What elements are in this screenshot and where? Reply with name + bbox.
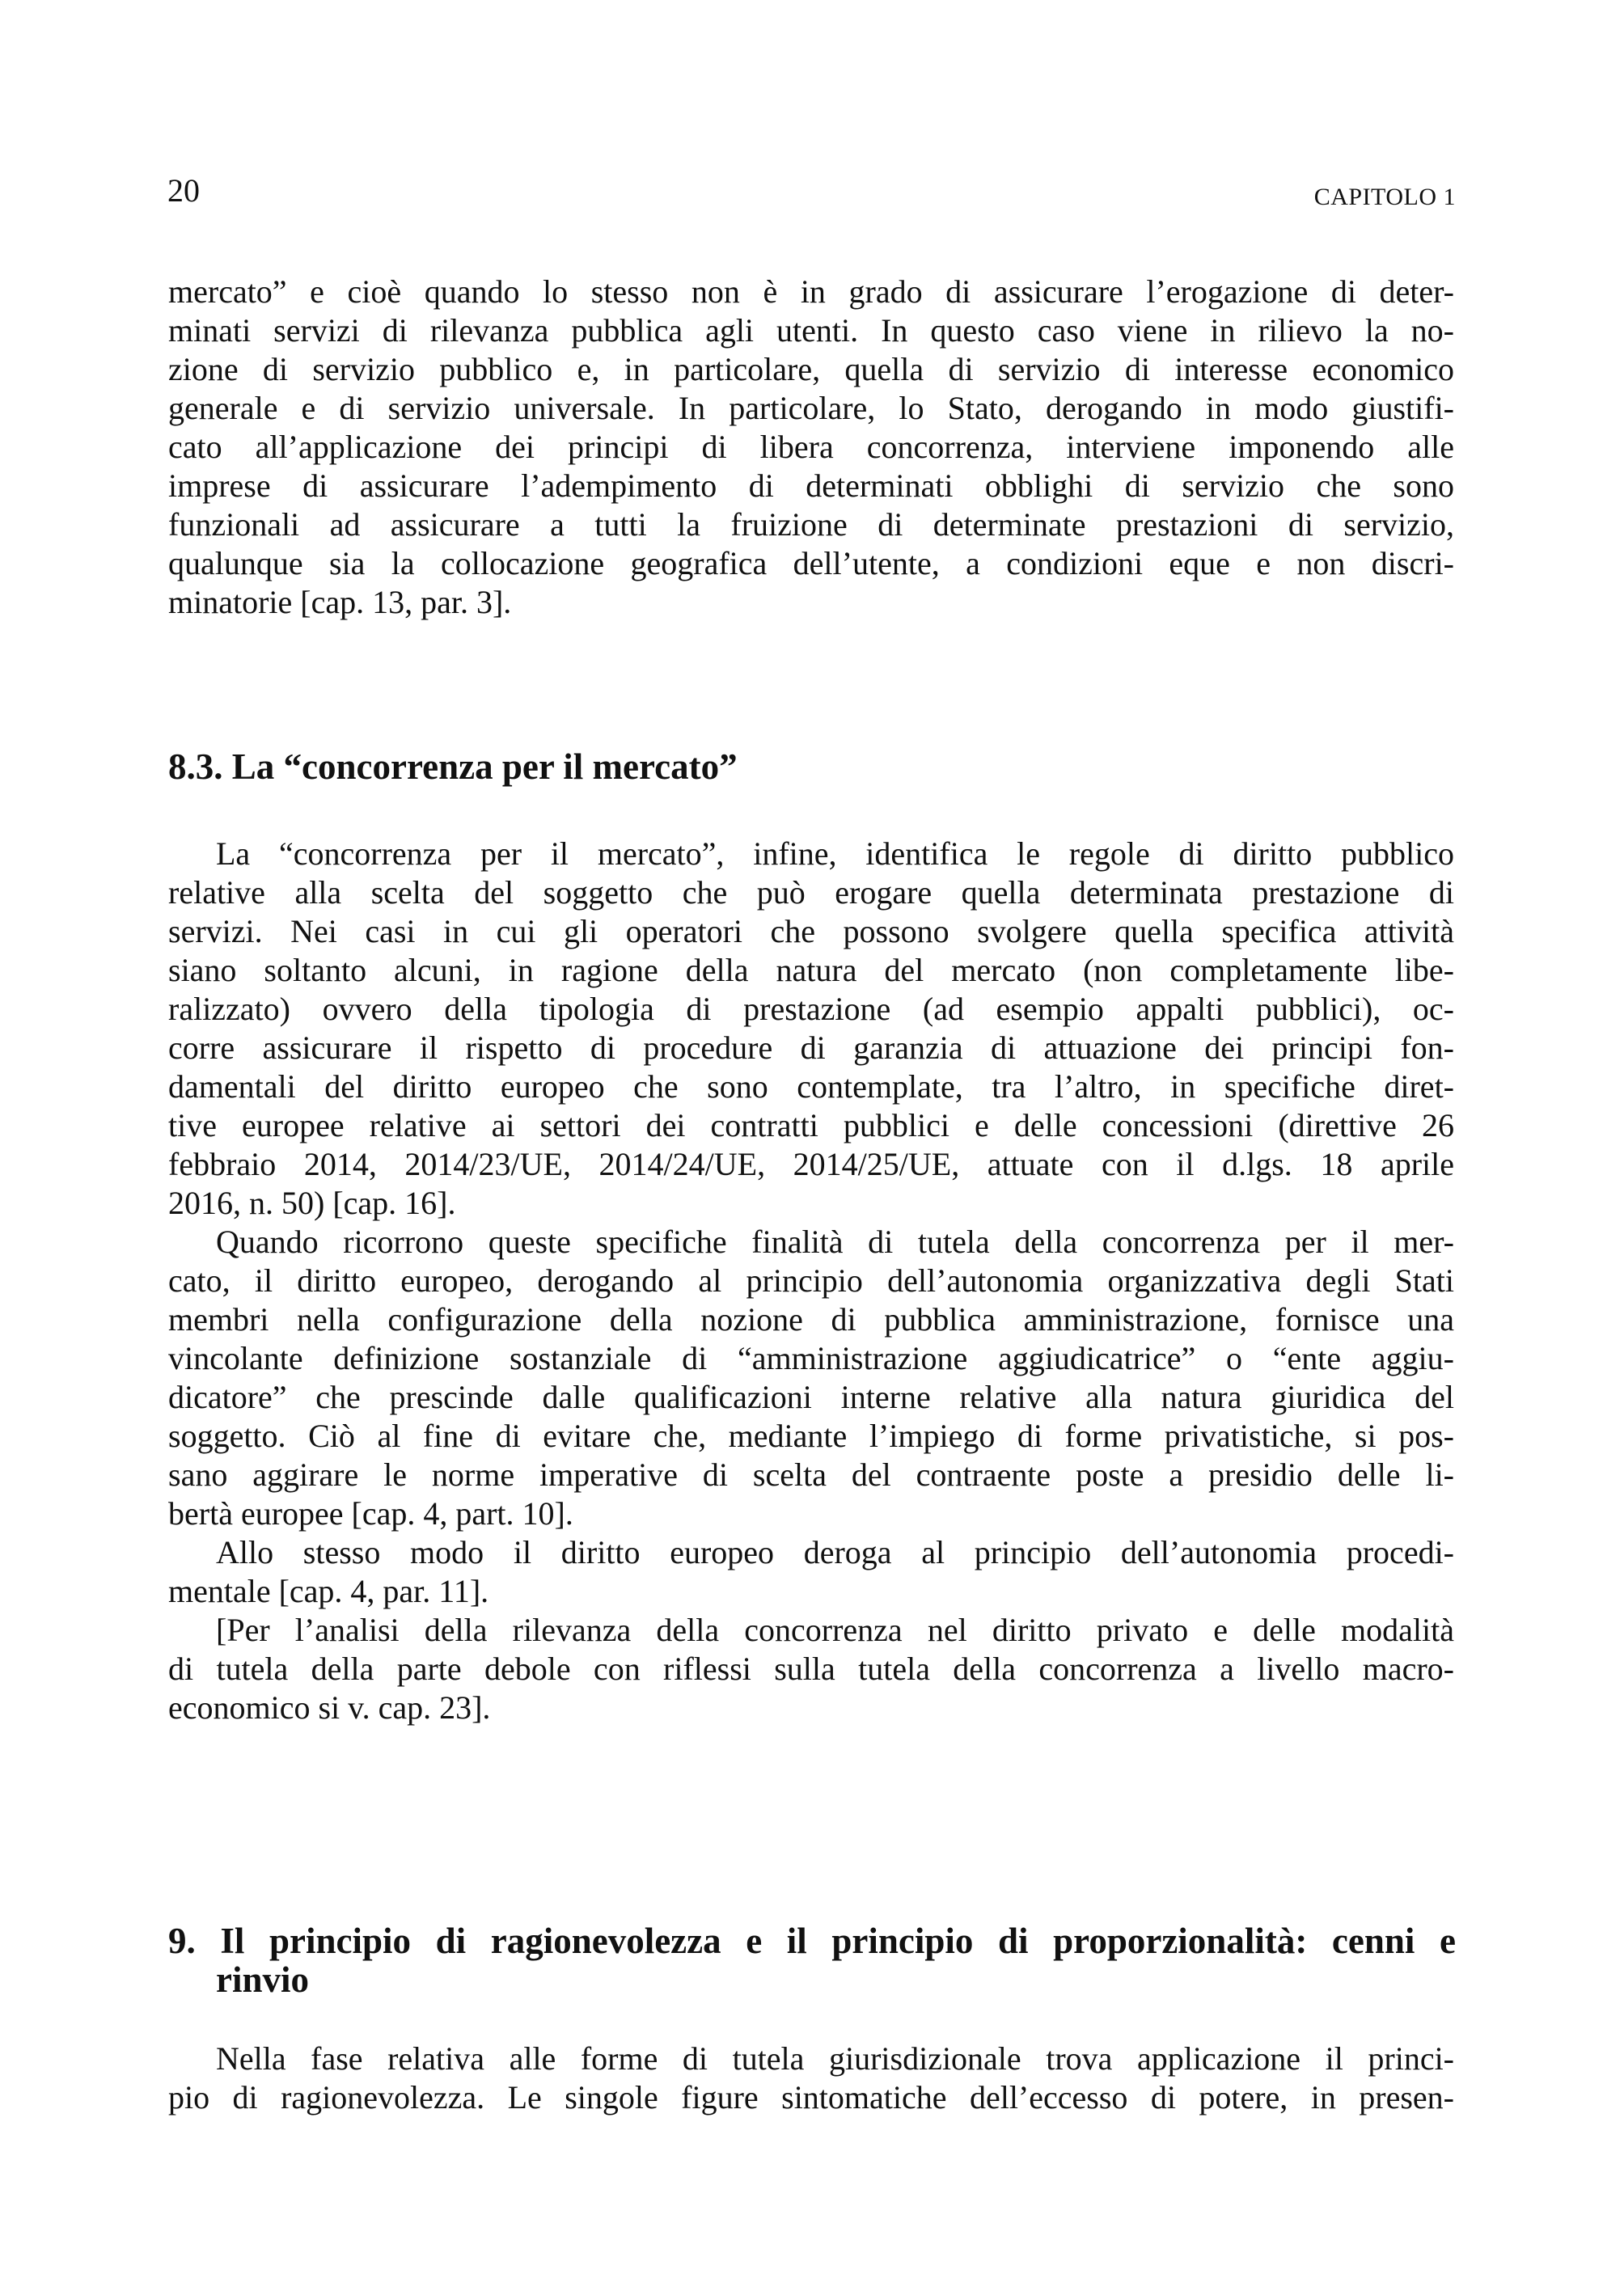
text-line: soggetto. Ciò al fine di evitare che, mediante l’impiego di forme privatistiche, si pos-: [168, 1418, 1454, 1454]
text-line: Quando ricorrono queste specifiche finalità di tutela della concorrenza per il mer-: [216, 1224, 1454, 1260]
text-line: mercato” e cioè quando lo stesso non è in grado di assicurare l’erogazione di deter-: [168, 273, 1454, 310]
text-line: corre assicurare il rispetto di procedure di garanzia di attuazione dei principi fon-: [168, 1029, 1454, 1066]
paragraph-continued: [168, 273, 1454, 622]
text-line: economico si v. cap. 23].: [168, 1689, 491, 1726]
section-8-3-paragraph-2: [168, 1223, 1454, 1533]
page-number: 20: [167, 172, 200, 209]
section-8-3-paragraph-1: [168, 835, 1454, 1223]
text-line: di tutela della parte debole con riflessi sulla tutela della concorrenza a livello macro-: [168, 1651, 1454, 1687]
section-heading-line: rinvio: [216, 1959, 310, 2000]
section-8-3-paragraph-4: [168, 1611, 1454, 1727]
section-heading-text: [168, 1921, 1456, 1999]
text-line: damentali del diritto europeo che sono contemplate, tra l’altro, in specifiche diret-: [168, 1068, 1454, 1105]
text-line: relative alla scelta del soggetto che può erogare quella determinata prestazione di: [168, 874, 1454, 911]
text-line: Nella fase relativa alle forme di tutela giurisdizionale trova applicazione il princi-: [216, 2040, 1454, 2077]
text-line: ralizzato) ovvero della tipologia di prestazione (ad esempio appalti pubblici), oc-: [168, 991, 1454, 1027]
text-line: La “concorrenza per il mercato”, infine, identifica le regole di diritto pubblico: [216, 835, 1454, 872]
section-heading-text: 8.3. La “concorrenza per il mercato”: [168, 746, 738, 787]
section-heading-9: [168, 1921, 1456, 1999]
text-line: minatorie [cap. 13, par. 3].: [168, 584, 512, 620]
text-line: vincolante definizione sostanziale di “amministrazione aggiudicatrice” o “ente aggiu-: [168, 1340, 1454, 1376]
text-line: cato, il diritto europeo, derogando al principio dell’autonomia organizzativa degli Stati: [168, 1262, 1454, 1299]
text-line: dicatore” che prescinde dalle qualificazioni interne relative alla natura giuridica del: [168, 1379, 1454, 1415]
text-line: mentale [cap. 4, par. 11].: [168, 1573, 489, 1609]
text-line: febbraio 2014, 2014/23/UE, 2014/24/UE, 2014/25/UE, attuate con il d.lgs. 18 aprile: [168, 1146, 1454, 1182]
text-line: membri nella configurazione della nozione di pubblica amministrazione, fornisce una: [168, 1301, 1454, 1338]
text-line: cato all’applicazione dei principi di libera concorrenza, interviene imponendo alle: [168, 429, 1454, 465]
section-heading-line: 9. Il principio di ragionevolezza e il principio di proporzionalità: cenni e: [168, 1921, 1456, 1961]
text-line: pio di ragionevolezza. Le singole figure sintomatiche dell’eccesso di potere, in presen-: [168, 2079, 1454, 2116]
text-line: generale e di servizio universale. In particolare, lo Stato, derogando in modo giustifi-: [168, 390, 1454, 426]
text-line: servizi. Nei casi in cui gli operatori che possono svolgere quella specifica attività: [168, 913, 1454, 949]
text-line: sano aggirare le norme imperative di scelta del contraente poste a presidio delle li-: [168, 1456, 1454, 1493]
text-line: bertà europee [cap. 4, part. 10].: [168, 1495, 573, 1532]
section-8-3-paragraph-3: [168, 1533, 1454, 1611]
text-line: 2016, n. 50) [cap. 16].: [168, 1185, 456, 1221]
text-line: imprese di assicurare l’adempimento di determinati obblighi di servizio che sono: [168, 467, 1454, 504]
text-line: Allo stesso modo il diritto europeo deroga al principio dell’autonomia procedi-: [216, 1534, 1454, 1570]
running-head: CAPITOLO 1: [1313, 184, 1456, 210]
text-line: siano soltanto alcuni, in ragione della natura del mercato (non completamente libe-: [168, 952, 1454, 988]
text-line: zione di servizio pubblico e, in particolare, quella di servizio di interesse economico: [168, 351, 1454, 387]
section-9-paragraph-1: [168, 2039, 1454, 2117]
section-heading-8-3: [168, 747, 1456, 786]
text-line: tive europee relative ai settori dei contratti pubblici e delle concessioni (direttive 26: [168, 1107, 1454, 1143]
text-line: minati servizi di rilevanza pubblica agli utenti. In questo caso viene in rilievo la no-: [168, 312, 1454, 349]
text-line: funzionali ad assicurare a tutti la fruizione di determinate prestazioni di servizio,: [168, 506, 1454, 543]
text-line: [Per l’analisi della rilevanza della concorrenza nel diritto privato e delle modalità: [216, 1612, 1454, 1648]
text-line: qualunque sia la collocazione geografica dell’utente, a condizioni eque e non discri-: [168, 545, 1454, 581]
